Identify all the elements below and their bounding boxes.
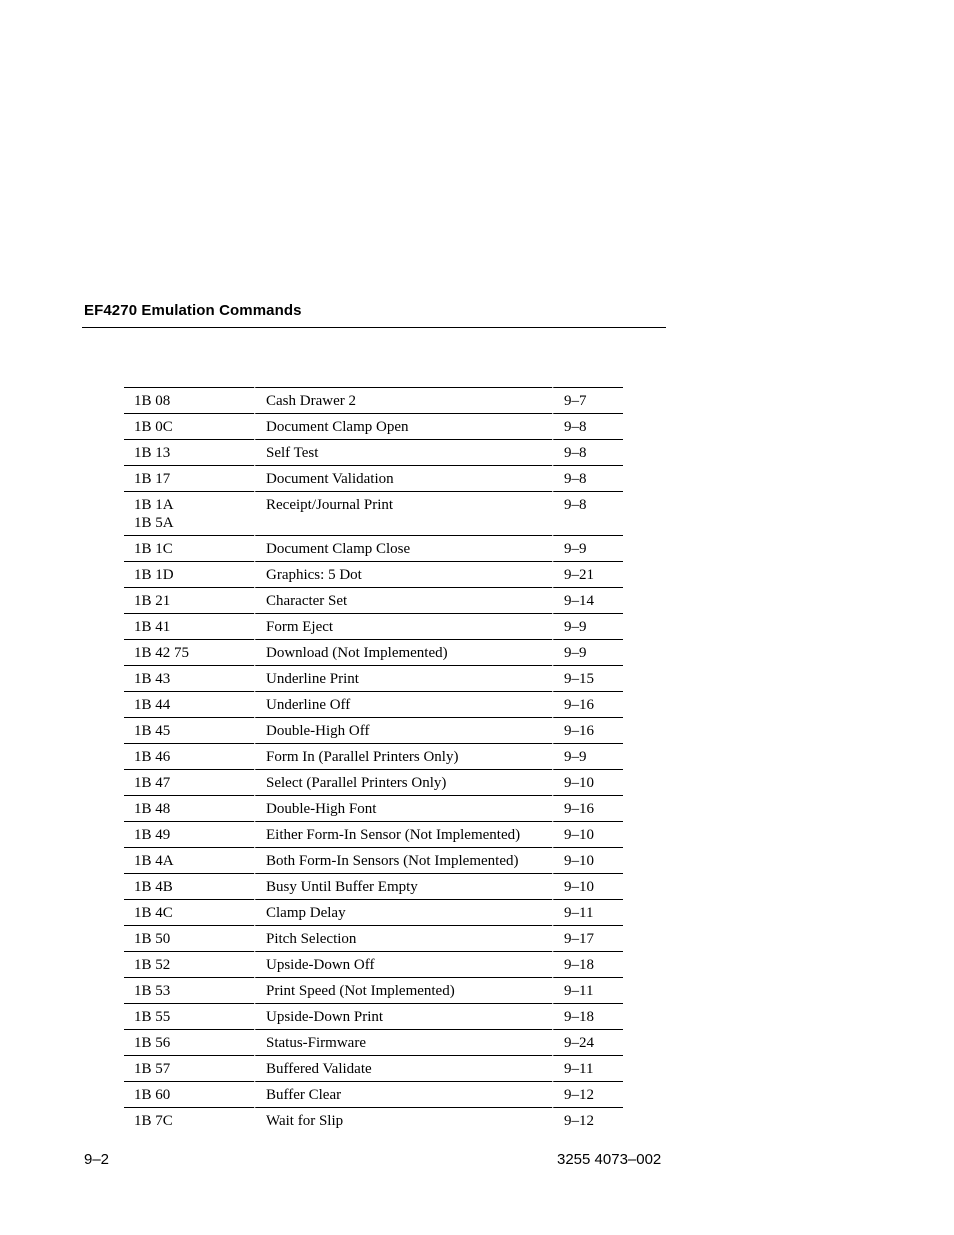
command-code-cell: 1B 4B <box>124 873 254 899</box>
table-row <box>124 587 623 613</box>
page-reference-cell: 9–15 <box>552 665 623 691</box>
page-reference-cell: 9–16 <box>552 691 623 717</box>
command-description-cell: Print Speed (Not Implemented) <box>254 977 552 1003</box>
page-reference-cell: 9–9 <box>552 639 623 665</box>
table-row <box>124 795 623 821</box>
command-description-cell: Double-High Off <box>254 717 552 743</box>
command-description-cell: Either Form-In Sensor (Not Implemented) <box>254 821 552 847</box>
command-code-cell: 1B 53 <box>124 977 254 1003</box>
command-code-cell: 1B 55 <box>124 1003 254 1029</box>
command-description-cell: Cash Drawer 2 <box>254 387 552 413</box>
page-reference-cell: 9–10 <box>552 847 623 873</box>
page-reference-cell: 9–18 <box>552 1003 623 1029</box>
table-row <box>124 1081 623 1107</box>
table-row <box>124 847 623 873</box>
page-reference-cell: 9–11 <box>552 1055 623 1081</box>
command-code-cell: 1B 1C <box>124 535 254 561</box>
command-description-cell: Double-High Font <box>254 795 552 821</box>
command-code-cell: 1B 47 <box>124 769 254 795</box>
page-reference-cell: 9–11 <box>552 977 623 1003</box>
command-description-cell: Busy Until Buffer Empty <box>254 873 552 899</box>
command-description-cell: Form Eject <box>254 613 552 639</box>
page-reference-cell: 9–10 <box>552 769 623 795</box>
page-reference-cell: 9–10 <box>552 821 623 847</box>
command-description-cell: Document Validation <box>254 465 552 491</box>
table-row <box>124 439 623 465</box>
command-code-cell: 1B 08 <box>124 387 254 413</box>
table-row <box>124 665 623 691</box>
command-description-cell: Clamp Delay <box>254 899 552 925</box>
command-description-cell: Receipt/Journal Print <box>254 491 552 535</box>
command-description-cell: Wait for Slip <box>254 1107 552 1133</box>
table-row <box>124 387 623 413</box>
command-code-cell: 1B 4C <box>124 899 254 925</box>
command-code-cell: 1B 1D <box>124 561 254 587</box>
header-rule <box>82 327 666 328</box>
command-code-cell: 1B 44 <box>124 691 254 717</box>
table-row <box>124 743 623 769</box>
command-description-cell: Upside-Down Off <box>254 951 552 977</box>
table-row <box>124 491 623 535</box>
command-code-cell: 1B 46 <box>124 743 254 769</box>
command-code-cell: 1B 17 <box>124 465 254 491</box>
table-row <box>124 1055 623 1081</box>
command-description-cell: Select (Parallel Printers Only) <box>254 769 552 795</box>
command-table <box>124 387 623 1133</box>
table-row <box>124 899 623 925</box>
page-reference-cell: 9–9 <box>552 613 623 639</box>
command-code-cell: 1B 1A 1B 5A <box>124 491 254 535</box>
command-description-cell: Status-Firmware <box>254 1029 552 1055</box>
command-code-cell: 1B 52 <box>124 951 254 977</box>
table-row <box>124 1029 623 1055</box>
command-code-cell: 1B 7C <box>124 1107 254 1133</box>
table-row <box>124 821 623 847</box>
command-description-cell: Upside-Down Print <box>254 1003 552 1029</box>
page-reference-cell: 9–8 <box>552 439 623 465</box>
table-row <box>124 925 623 951</box>
command-description-cell: Download (Not Implemented) <box>254 639 552 665</box>
command-description-cell: Buffered Validate <box>254 1055 552 1081</box>
page-reference-cell: 9–7 <box>552 387 623 413</box>
command-description-cell: Buffer Clear <box>254 1081 552 1107</box>
command-code-cell: 1B 56 <box>124 1029 254 1055</box>
page-reference-cell: 9–18 <box>552 951 623 977</box>
page-reference-cell: 9–11 <box>552 899 623 925</box>
table-row <box>124 535 623 561</box>
command-code-cell: 1B 41 <box>124 613 254 639</box>
table-row <box>124 613 623 639</box>
command-code-cell: 1B 4A <box>124 847 254 873</box>
table-row <box>124 1003 623 1029</box>
command-code-cell: 1B 42 75 <box>124 639 254 665</box>
command-code-cell: 1B 49 <box>124 821 254 847</box>
page-reference-cell: 9–8 <box>552 491 623 535</box>
page-reference-cell: 9–8 <box>552 413 623 439</box>
command-description-cell: Pitch Selection <box>254 925 552 951</box>
command-code-cell: 1B 48 <box>124 795 254 821</box>
table-row <box>124 977 623 1003</box>
page-reference-cell: 9–12 <box>552 1081 623 1107</box>
command-description-cell: Form In (Parallel Printers Only) <box>254 743 552 769</box>
table-row <box>124 561 623 587</box>
command-description-cell: Underline Print <box>254 665 552 691</box>
command-code-cell: 1B 0C <box>124 413 254 439</box>
command-table-body <box>124 387 623 1133</box>
table-row <box>124 951 623 977</box>
command-code-cell: 1B 45 <box>124 717 254 743</box>
page-reference-cell: 9–9 <box>552 535 623 561</box>
footer-doc-number: 3255 4073–002 <box>557 1151 662 1168</box>
page-reference-cell: 9–16 <box>552 795 623 821</box>
table-row <box>124 639 623 665</box>
table-row <box>124 769 623 795</box>
table-row <box>124 413 623 439</box>
footer-page-number: 9–2 <box>84 1151 110 1168</box>
table-row <box>124 691 623 717</box>
command-code-cell: 1B 13 <box>124 439 254 465</box>
command-description-cell: Underline Off <box>254 691 552 717</box>
command-code-cell: 1B 50 <box>124 925 254 951</box>
page-reference-cell: 9–21 <box>552 561 623 587</box>
page-reference-cell: 9–10 <box>552 873 623 899</box>
command-code-cell: 1B 60 <box>124 1081 254 1107</box>
command-code-cell: 1B 57 <box>124 1055 254 1081</box>
table-row <box>124 465 623 491</box>
page-header-title: EF4270 Emulation Commands <box>84 302 302 319</box>
table-row <box>124 873 623 899</box>
page-reference-cell: 9–12 <box>552 1107 623 1133</box>
command-description-cell: Document Clamp Open <box>254 413 552 439</box>
command-description-cell: Both Form-In Sensors (Not Implemented) <box>254 847 552 873</box>
command-description-cell: Graphics: 5 Dot <box>254 561 552 587</box>
page-reference-cell: 9–9 <box>552 743 623 769</box>
command-code-cell: 1B 21 <box>124 587 254 613</box>
table-row <box>124 1107 623 1133</box>
command-description-cell: Self Test <box>254 439 552 465</box>
page-reference-cell: 9–17 <box>552 925 623 951</box>
table-row <box>124 717 623 743</box>
command-description-cell: Document Clamp Close <box>254 535 552 561</box>
page-reference-cell: 9–16 <box>552 717 623 743</box>
command-description-cell: Character Set <box>254 587 552 613</box>
page-reference-cell: 9–24 <box>552 1029 623 1055</box>
page-reference-cell: 9–8 <box>552 465 623 491</box>
command-code-cell: 1B 43 <box>124 665 254 691</box>
page-reference-cell: 9–14 <box>552 587 623 613</box>
